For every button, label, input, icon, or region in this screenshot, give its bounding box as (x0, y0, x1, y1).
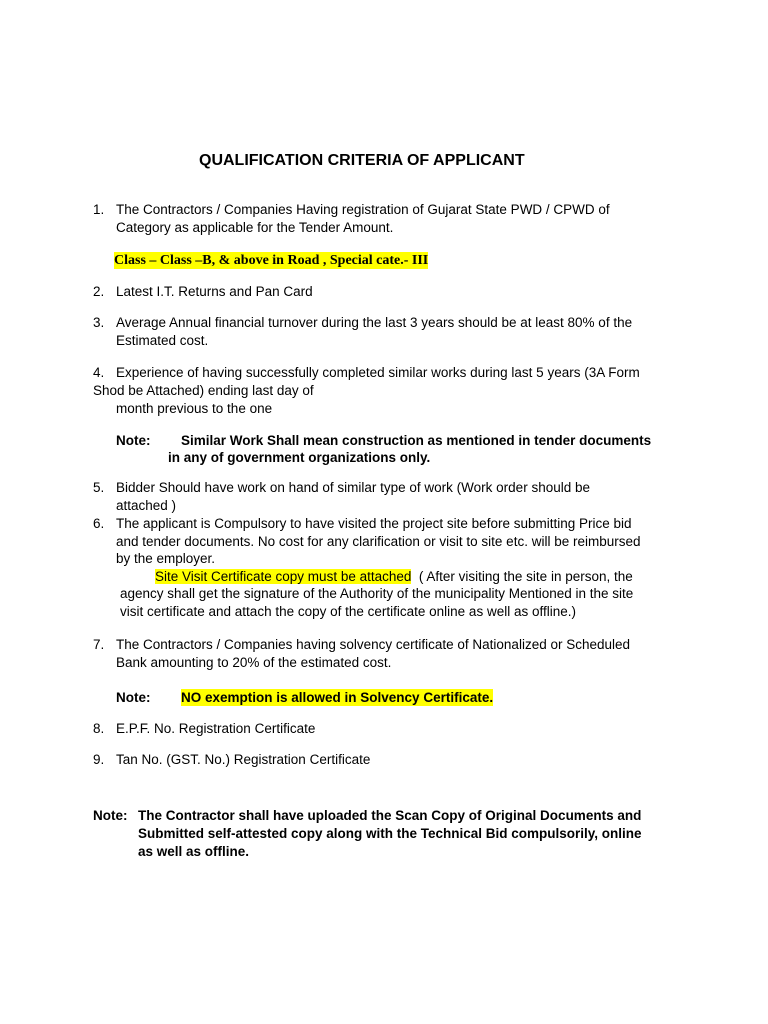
item-1-text-line-2: Category as applicable for the Tender Amount. (116, 220, 394, 235)
site-visit-highlight: Site Visit Certificate copy must be attached (155, 569, 412, 584)
item-6-text-line-1: The applicant is Compulsory to have visited the project site before submitting Price bid (116, 516, 632, 531)
page-title: QUALIFICATION CRITERIA OF APPLICANT (199, 152, 525, 169)
item-8-text: E.P.F. No. Registration Certificate (116, 721, 316, 736)
site-visit-text-line-3: visit certificate and attach the copy of the certificate online as well as offline.) (120, 604, 576, 619)
item-7-number: 7. (93, 637, 105, 652)
item-2-number: 2. (93, 284, 105, 299)
final-note-text-line-2: Submitted self-attested copy along with the Technical Bid compulsorily, online (138, 826, 642, 841)
note-1-label: Note: (116, 433, 151, 448)
item-9-number: 9. (93, 752, 105, 767)
site-visit-line (155, 568, 633, 585)
class-requirement-highlight: Class – Class –B, & above in Road , Special cate.- III (114, 253, 429, 268)
item-7-text-line-2: Bank amounting to 20% of the estimated cost. (116, 655, 392, 670)
item-4-text-line-1: Experience of having successfully completed similar works during last 5 years (3A Form (116, 365, 640, 380)
site-visit-note-start: ( After visiting the site in person, the (418, 569, 633, 584)
item-2-text: Latest I.T. Returns and Pan Card (116, 284, 313, 299)
final-note-text-line-3: as well as offline. (138, 844, 250, 859)
note-2-label: Note: (116, 690, 151, 705)
final-note-label: Note: (93, 808, 128, 823)
item-1-number: 1. (93, 202, 105, 217)
item-4-number: 4. (93, 365, 105, 380)
item-5-text-line-1: Bidder Should have work on hand of similar type of work (Work order should be (116, 480, 590, 495)
item-6-number: 6. (93, 516, 105, 531)
item-5-text-line-2: attached ) (116, 498, 177, 513)
note-1-text-line-1: Similar Work Shall mean construction as mentioned in tender documents (181, 433, 652, 448)
item-3-number: 3. (93, 315, 105, 330)
note-1-text-line-2: in any of government organizations only. (168, 450, 431, 465)
item-6-text-line-3: by the employer. (116, 551, 216, 566)
site-visit-text-line-2: agency shall get the signature of the Authority of the municipality Mentioned in the site (120, 586, 634, 601)
item-8-number: 8. (93, 721, 105, 736)
item-1-text-line-1: The Contractors / Companies Having registration of Gujarat State PWD / CPWD of (116, 202, 610, 217)
item-7-text-line-1: The Contractors / Companies having solvency certificate of Nationalized or Scheduled (116, 637, 631, 652)
item-3-text-line-1: Average Annual financial turnover during the last 3 years should be at least 80% of the (116, 315, 633, 330)
note-2-text: NO exemption is allowed in Solvency Certificate. (181, 690, 494, 705)
final-note-text-line-1: The Contractor shall have uploaded the Scan Copy of Original Documents and (138, 808, 642, 823)
item-6-text-line-2: and tender documents. No cost for any clarification or visit to site etc. will be reimbursed (116, 534, 641, 549)
item-9-text: Tan No. (GST. No.) Registration Certificate (116, 752, 371, 767)
item-4-text-line-3: month previous to the one (116, 401, 273, 416)
item-3-text-line-2: Estimated cost. (116, 333, 209, 348)
item-5-number: 5. (93, 480, 105, 495)
item-4-text-line-2: Shod be Attached) ending last day of (93, 383, 314, 398)
